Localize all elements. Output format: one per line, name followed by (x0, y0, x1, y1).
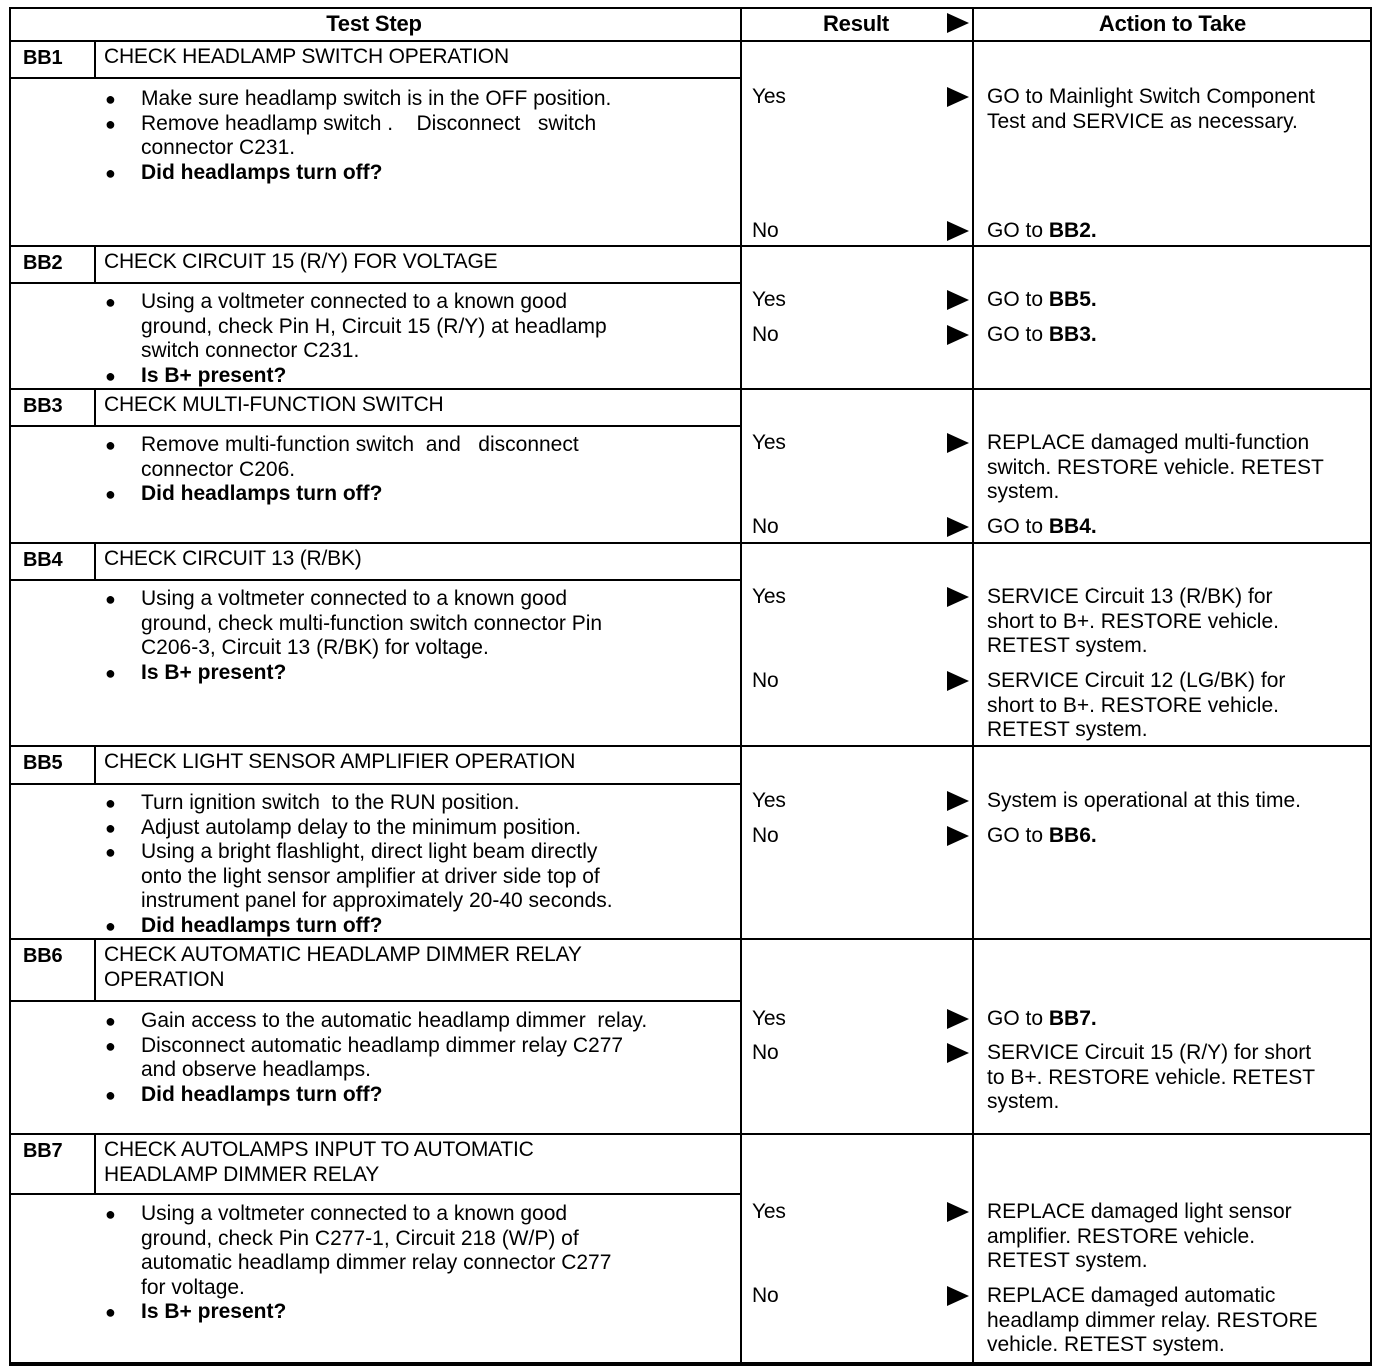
step-title: CHECK AUTOMATIC HEADLAMP DIMMER RELAY OPERATION (104, 943, 582, 991)
action-text: SERVICE Circuit 15 (R/Y) for short to B+. RESTORE vehicle. RETEST system. (987, 1041, 1316, 1113)
header-result: Result (822, 11, 890, 36)
row-divider (9, 245, 1372, 247)
header-action: Action to Take (1098, 11, 1247, 36)
step-reference: BB4. (1048, 515, 1097, 538)
step-id-divider (94, 245, 96, 282)
bullet-list (105, 1009, 735, 1107)
step-title: CHECK CIRCUIT 13 (R/BK) (104, 547, 362, 570)
result-label: Yes (752, 85, 786, 108)
step-id: BB7 (23, 1140, 63, 1162)
bullet-icon: ● (105, 113, 116, 134)
bullet-icon: ● (105, 484, 116, 504)
bullet-list (105, 87, 735, 185)
step-title: CHECK CIRCUIT 15 (R/Y) FOR VOLTAGE (104, 250, 498, 273)
bullet-icon: ● (105, 589, 116, 609)
arrow-right-icon (947, 791, 969, 811)
result-label: Yes (752, 585, 786, 608)
bullet-text: Gain access to the automatic headlamp dimmer relay. (141, 1009, 648, 1032)
step-reference: BB7. (1048, 1007, 1097, 1030)
result-label: Yes (752, 288, 786, 311)
action-text (987, 219, 1097, 244)
row-divider (9, 542, 1372, 544)
action-prefix: GO to (987, 1007, 1049, 1030)
instruction-item (105, 112, 735, 161)
result-label: No (752, 515, 779, 538)
title-divider (9, 783, 740, 785)
instruction-item (105, 587, 735, 661)
title-divider (9, 579, 740, 581)
result-label: No (752, 1041, 779, 1064)
bullet-text: Using a bright flashlight, direct light beam directly onto the light sensor amplifier at driver side top of instrument panel for approximately 20-40 seconds. (141, 840, 613, 912)
step-reference: BB5. (1048, 288, 1097, 311)
action-prefix: GO to (987, 219, 1049, 242)
step-id: BB4 (23, 549, 63, 571)
bullet-text: Remove multi-function switch and disconnect connector C206. (141, 433, 579, 481)
result-label: No (752, 323, 779, 346)
row-divider (9, 745, 1372, 747)
action-text (987, 1007, 1097, 1032)
instruction-item (105, 840, 735, 914)
bullet-list (105, 791, 735, 938)
step-title: CHECK AUTOLAMPS INPUT TO AUTOMATIC HEADLAMP DIMMER RELAY (104, 1138, 534, 1186)
step-title: CHECK MULTI-FUNCTION SWITCH (104, 393, 444, 416)
question-item (105, 914, 735, 939)
arrow-right-icon (947, 587, 969, 607)
result-label: Yes (752, 789, 786, 812)
question-item (105, 482, 735, 507)
bullet-text: Adjust autolamp delay to the minimum position. (141, 815, 582, 839)
title-divider (9, 1193, 740, 1195)
bullet-icon: ● (105, 793, 116, 813)
result-label: No (752, 669, 779, 692)
step-id-divider (94, 1133, 96, 1193)
action-text: REPLACE damaged light sensor amplifier. RESTORE vehicle. RETEST system. (987, 1200, 1292, 1272)
bullet-text: Using a voltmeter connected to a known good ground, check multi-function switch connector Pin C206-3, Circuit 13 (R/BK) for voltage. (141, 587, 603, 659)
header-arrow-icon (947, 13, 969, 33)
bullet-list (105, 1202, 735, 1325)
step-id-divider (94, 938, 96, 1000)
bullet-icon: ● (105, 915, 116, 936)
row-divider (9, 388, 1372, 390)
step-reference: BB2. (1048, 219, 1097, 242)
instruction-item (105, 816, 735, 841)
action-text: System is operational at this time. (987, 789, 1301, 812)
action-text: GO to Mainlight Switch Component Test and SERVICE as necessary. (987, 85, 1315, 133)
bullet-list (105, 290, 735, 388)
frame-top (9, 7, 1372, 9)
result-label: No (752, 219, 779, 242)
action-text (987, 288, 1097, 313)
bullet-text: Did headlamps turn off? (141, 913, 383, 937)
frame-left (9, 7, 11, 1364)
action-text (987, 515, 1097, 540)
arrow-right-icon (947, 1009, 969, 1029)
action-text: SERVICE Circuit 13 (R/BK) for short to B+. RESTORE vehicle. RETEST system. (987, 585, 1279, 657)
bullet-text: Disconnect automatic headlamp dimmer relay C277 and observe headlamps. (141, 1033, 624, 1081)
arrow-right-icon (947, 290, 969, 310)
step-id-divider (94, 745, 96, 783)
bullet-icon: ● (105, 1011, 116, 1031)
result-label: No (752, 824, 779, 847)
step-id: BB2 (23, 252, 63, 274)
bullet-icon: ● (105, 435, 116, 455)
bullet-text: Did headlamps turn off? (141, 482, 383, 505)
result-label: Yes (752, 1200, 786, 1223)
step-id-divider (94, 542, 96, 579)
bullet-icon: ● (105, 842, 116, 862)
action-prefix: GO to (987, 288, 1049, 311)
result-divider (740, 7, 742, 1364)
bullet-text: Did headlamps turn off? (141, 160, 383, 184)
header-test-step: Test Step (326, 11, 422, 36)
bullet-list (105, 587, 735, 685)
action-prefix: GO to (987, 515, 1049, 538)
instruction-item (105, 791, 735, 816)
arrow-right-icon (947, 87, 969, 107)
title-divider (9, 282, 740, 284)
question-item (105, 1083, 735, 1108)
action-divider (972, 7, 974, 1364)
step-id: BB6 (23, 945, 63, 967)
bullet-text: Remove headlamp switch . Disconnect switch connector C231. (141, 111, 597, 159)
bullet-icon: ● (105, 1302, 116, 1322)
action-prefix: GO to (987, 824, 1049, 847)
row-divider (9, 1364, 1372, 1366)
step-id: BB5 (23, 752, 63, 774)
step-id-divider (94, 40, 96, 77)
question-item (105, 1300, 735, 1325)
row-divider (9, 1133, 1372, 1135)
bullet-text: Is B+ present? (141, 363, 287, 387)
arrow-right-icon (947, 221, 969, 241)
step-id-divider (94, 388, 96, 425)
bullet-icon: ● (105, 1204, 116, 1224)
title-divider (9, 77, 740, 79)
instruction-item (105, 1009, 735, 1034)
bullet-text: Using a voltmeter connected to a known good ground, check Pin C277-1, Circuit 218 (W/P) of automatic headlamp dimmer relay connector C277 for voltage. (141, 1202, 612, 1299)
bullet-icon: ● (105, 89, 116, 109)
bullet-icon: ● (105, 817, 116, 838)
result-label: Yes (752, 431, 786, 454)
question-item (105, 364, 735, 389)
bullet-text: Is B+ present? (141, 1300, 287, 1323)
instruction-item (105, 1034, 735, 1083)
step-id: BB1 (23, 47, 63, 69)
arrow-right-icon (947, 433, 969, 453)
bullet-text: Turn ignition switch to the RUN position. (141, 791, 520, 814)
arrow-right-icon (947, 1202, 969, 1222)
question-item (105, 661, 735, 686)
action-prefix: GO to (987, 323, 1049, 346)
action-text: REPLACE damaged multi-function switch. RESTORE vehicle. RETEST system. (987, 431, 1324, 503)
action-text (987, 824, 1097, 849)
result-label: No (752, 1284, 779, 1307)
frame-right (1370, 7, 1372, 1364)
instruction-item (105, 1202, 735, 1300)
step-reference: BB6. (1048, 824, 1097, 847)
bullet-icon: ● (105, 292, 116, 312)
bullet-text: Is B+ present? (141, 660, 287, 684)
question-item (105, 161, 735, 186)
arrow-right-icon (947, 1043, 969, 1063)
header-divider (9, 40, 1372, 42)
step-reference: BB3. (1048, 323, 1097, 346)
diagnostic-table (9, 7, 1372, 1364)
arrow-right-icon (947, 517, 969, 537)
arrow-right-icon (947, 671, 969, 691)
instruction-item (105, 433, 735, 482)
bullet-text: Using a voltmeter connected to a known good ground, check Pin H, Circuit 15 (R/Y) at headlamp switch connector C231. (141, 290, 607, 362)
bullet-icon: ● (105, 662, 116, 683)
row-divider (9, 938, 1372, 940)
bullet-text: Make sure headlamp switch is in the OFF position. (141, 87, 612, 110)
arrow-right-icon (947, 826, 969, 846)
action-text: REPLACE damaged automatic headlamp dimmer relay. RESTORE vehicle. RETEST system. (987, 1284, 1318, 1356)
step-title: CHECK HEADLAMP SWITCH OPERATION (104, 45, 509, 68)
action-text (987, 323, 1097, 348)
bullet-list (105, 433, 735, 507)
step-title: CHECK LIGHT SENSOR AMPLIFIER OPERATION (104, 750, 576, 773)
arrow-right-icon (947, 1286, 969, 1306)
result-label: Yes (752, 1007, 786, 1030)
title-divider (9, 425, 740, 427)
bullet-icon: ● (105, 1035, 116, 1056)
instruction-item (105, 87, 735, 112)
instruction-item (105, 290, 735, 364)
bullet-icon: ● (105, 162, 116, 183)
title-divider (9, 1000, 740, 1002)
bullet-icon: ● (105, 365, 116, 386)
bullet-text: Did headlamps turn off? (141, 1082, 383, 1106)
step-id: BB3 (23, 395, 63, 417)
action-text: SERVICE Circuit 12 (LG/BK) for short to B+. RESTORE vehicle. RETEST system. (987, 669, 1286, 741)
arrow-right-icon (947, 325, 969, 345)
bullet-icon: ● (105, 1084, 116, 1105)
